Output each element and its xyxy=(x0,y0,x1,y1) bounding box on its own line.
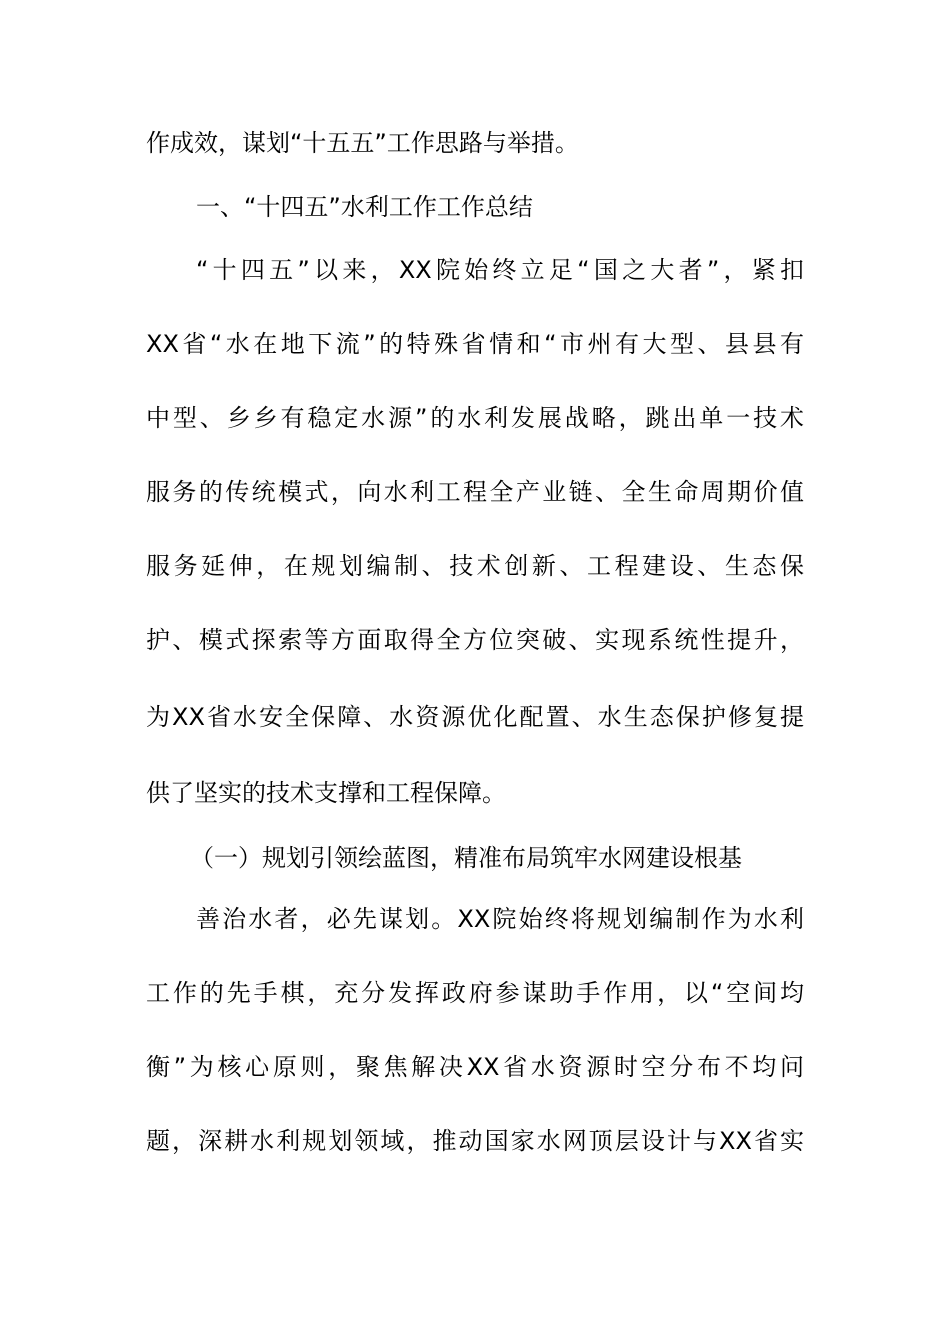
paragraph-line: 衡”为核心原则，聚焦解决XX省水资源时空分布不均问 xyxy=(146,1053,804,1081)
paragraph-line: 题，深耕水利规划领域，推动国家水网顶层设计与XX省实 xyxy=(146,1127,804,1155)
paragraph-line: “十四五”以来，XX院始终立足“国之大者”，紧扣 xyxy=(196,256,804,284)
section-heading: 一、“十四五”水利工作工作总结 xyxy=(196,193,533,221)
subsection-heading: （一）规划引领绘蓝图，精准布局筑牢水网建设根基 xyxy=(190,844,742,872)
paragraph-line: 作成效，谋划“十五五”工作思路与举措。 xyxy=(146,129,579,157)
paragraph-line: 服务的传统模式，向水利工程全产业链、全生命周期价值 xyxy=(146,478,804,506)
paragraph-line: 护、模式探索等方面取得全方位突破、实现系统性提升， xyxy=(146,626,804,654)
paragraph-line: XX省“水在地下流”的特殊省情和“市州有大型、县县有 xyxy=(146,330,804,358)
paragraph-line: 工作的先手棋，充分发挥政府参谋助手作用，以“空间均 xyxy=(146,979,804,1007)
paragraph-line: 善治水者，必先谋划。XX院始终将规划编制作为水利 xyxy=(196,905,804,933)
paragraph-line: 服务延伸，在规划编制、技术创新、工程建设、生态保 xyxy=(146,552,804,580)
paragraph-line: 供了坚实的技术支撑和工程保障。 xyxy=(146,779,506,807)
paragraph-line: 为XX省水安全保障、水资源优化配置、水生态保护修复提 xyxy=(146,703,804,731)
paragraph-line: 中型、乡乡有稳定水源”的水利发展战略，跳出单一技术 xyxy=(146,404,804,432)
